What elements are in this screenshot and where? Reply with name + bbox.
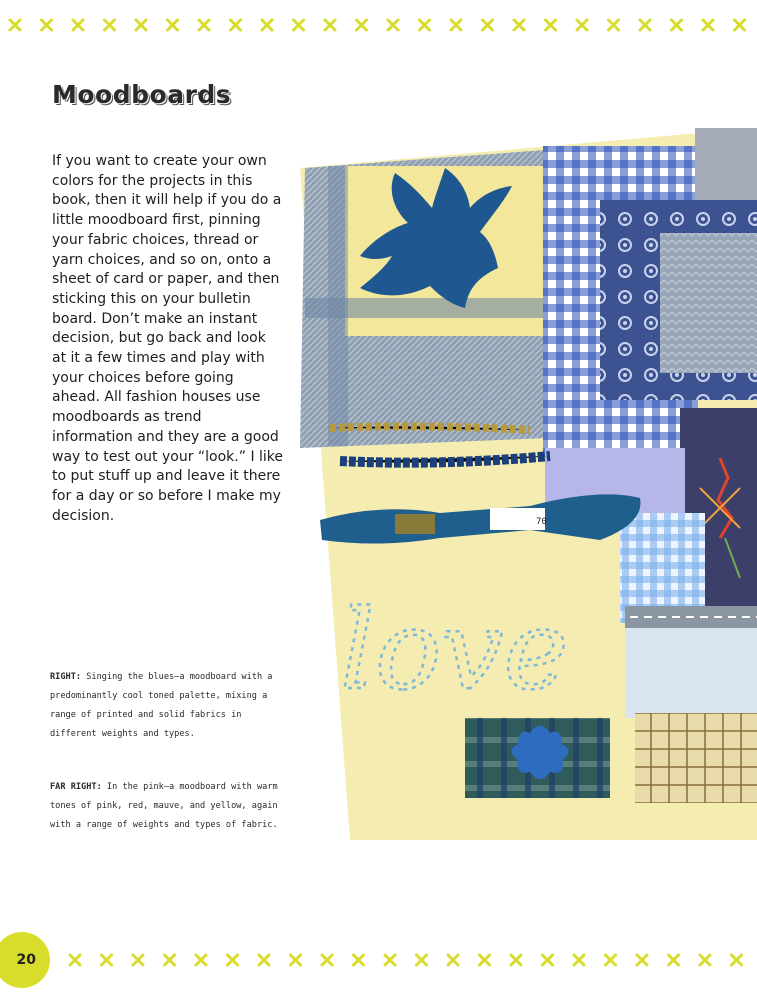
caption-right-lead: RIGHT: — [50, 672, 82, 682]
stitch-cross-pattern — [0, 10, 757, 40]
caption-far-right-text: In the pink—a moodboard with warm tones of pink, red, mauve, and yellow, again with a range of weights and types of fabric. — [50, 782, 278, 830]
caption-far-right-lead: FAR RIGHT: — [50, 782, 102, 792]
caption-right — [50, 668, 282, 744]
page-number: 20 — [16, 952, 36, 968]
caption-far-right — [50, 778, 282, 835]
caption-right-text: Singing the blues—a moodboard with a predominantly cool toned palette, mixing a range of printed and solid fabrics in different weights and types. — [50, 672, 273, 739]
page-heading: Moodboards — [52, 80, 232, 109]
body-paragraph: If you want to create your own colors for the projects in this book, then it will help if you do a little moodboard first, pinning your fabric choices, thread or yarn choices, and so on, onto a sheet of card or paper, and then sticking this on your bulletin board. Don’t make an instant decision, but go back and look at it a few times and play with your choices before going ahead. All fashion houses use moodboards as trend information and they are a good way to test out your “look.” I like to put stuff up and leave it there for a day or so before I make my decision. — [52, 153, 284, 524]
moodboard-illustration — [300, 128, 757, 840]
love-embroidery: love — [340, 586, 569, 714]
stitch-cross-pattern-bottom — [60, 945, 757, 975]
top-stitch-border — [0, 10, 757, 40]
skein-label: 70 — [536, 517, 547, 527]
bottom-stitch-border — [60, 945, 757, 975]
page-number-badge — [0, 932, 50, 988]
moodboard-photo — [300, 128, 757, 840]
